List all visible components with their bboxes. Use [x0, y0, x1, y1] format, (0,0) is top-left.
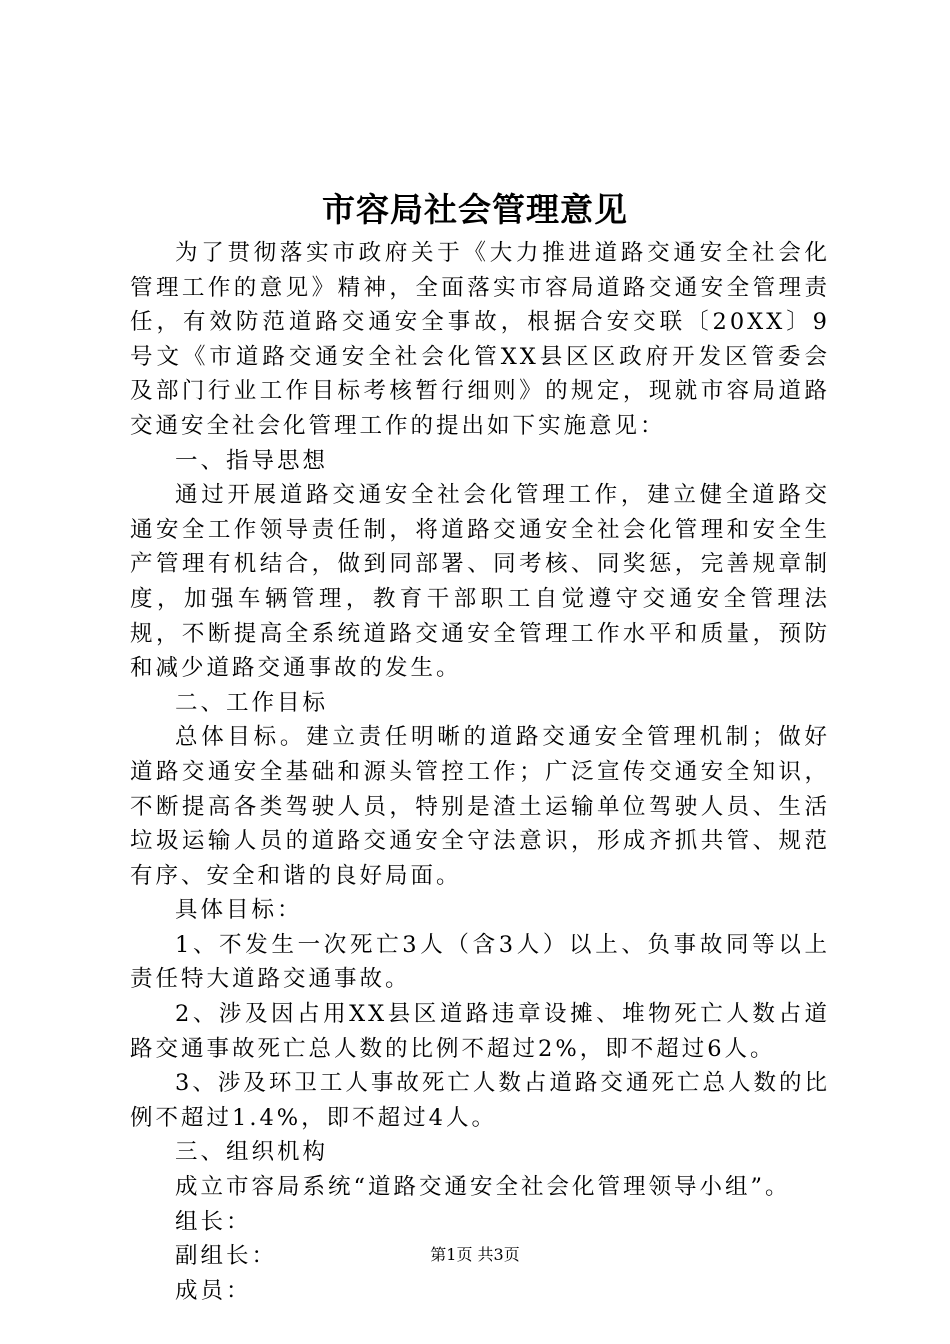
page-number-footer: 第1页 共3页 — [430, 1245, 520, 1264]
document-title: 市容局社会管理意见 — [322, 190, 628, 229]
specific-goals-label: 具体目标： — [175, 897, 303, 924]
guiding-ideology-paragraph: 通过开展道路交通安全社会化管理工作，建立健全道路交通安全工作领导责任制，将道路交通安全社会化管理和安全生产管理有机结合，做到同部署、同考核、同奖惩，完善规章制度，加强车辆管理，教育干部职工自觉遵守交通安全管理法规，不断提高全系统道路交通安全管理工作水平和质量，预防和减少道路交通事故的发生。 — [130, 482, 830, 682]
specific-goal-1: 1、不发生一次死亡3人（含3人）以上、负事故同等以上责任特大道路交通事故。 — [130, 931, 830, 993]
organization-paragraph: 成立市容局系统“道路交通安全社会化管理领导小组”。 — [175, 1174, 791, 1201]
section-heading-work-goals: 二、工作目标 — [175, 689, 329, 716]
group-leader-line: 组长： — [175, 1208, 252, 1235]
section-heading-guiding-ideology: 一、指导思想 — [175, 447, 329, 474]
specific-goal-2: 2、涉及因占用XX县区道路违章设摊、堆物死亡人数占道路交通事故死亡总人数的比例不超过2%，即不超过6人。 — [130, 1001, 830, 1062]
deputy-leader-line: 副组长： — [175, 1243, 278, 1270]
document-body — [130, 236, 830, 1308]
section-heading-organization: 三、组织机构 — [175, 1139, 329, 1166]
members-line: 成员： — [175, 1277, 252, 1304]
overall-goal-paragraph: 总体目标。建立责任明晰的道路交通安全管理机制；做好道路交通安全基础和源头管控工作；广泛宣传交通安全知识，不断提高各类驾驶人员，特别是渣土运输单位驾驶人员、生活垃圾运输人员的道路交通安全守法意识，形成齐抓共管、规范有序、安全和谐的良好局面。 — [130, 724, 830, 889]
intro-paragraph: 为了贯彻落实市政府关于《大力推进道路交通安全社会化管理工作的意见》精神，全面落实市容局道路交通安全管理责任，有效防范道路交通安全事故，根据合安交联〔20XX〕9号文《市道路交通安全社会化管XX县区区政府开发区管委会及部门行业工作目标考核暂行细则》的规定，现就市容局道路交通安全社会化管理工作的提出如下实施意见： — [130, 240, 830, 439]
specific-goal-3: 3、涉及环卫工人事故死亡人数占道路交通死亡总人数的比例不超过1.4%，即不超过4人。 — [130, 1070, 830, 1131]
